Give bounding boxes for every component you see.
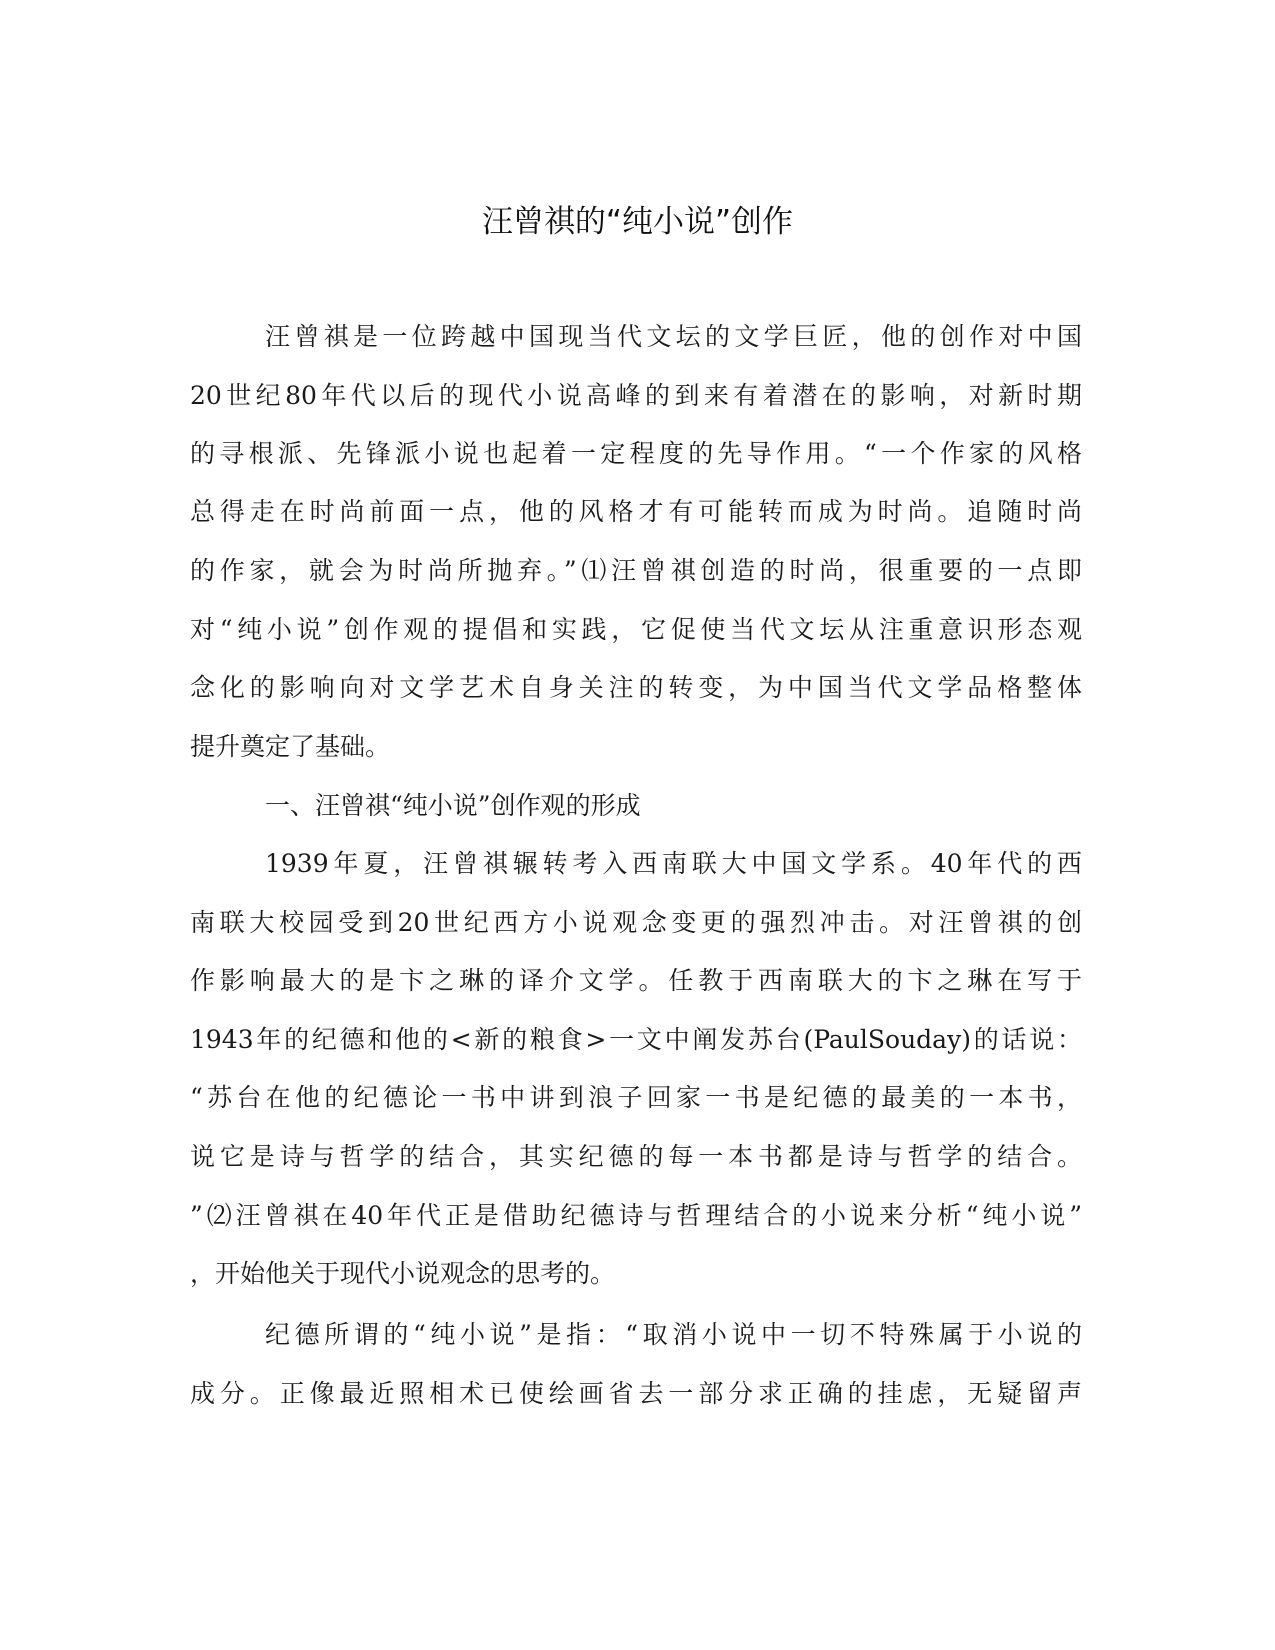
paragraph-line: 的作家，就会为时尚所抛弃。”⑴汪曾祺创造的时尚，很重要的一点即 <box>190 556 1082 585</box>
paragraph-line: 说它是诗与哲学的结合，其实纪德的每一本书都是诗与哲学的结合。 <box>190 1142 1082 1171</box>
paragraph-line: 汪曾祺是一位跨越中国现当代文坛的文学巨匠，他的创作对中国 <box>265 322 1082 351</box>
paragraph-line: 南联大校园受到20世纪西方小说观念变更的强烈冲击。对汪曾祺的创 <box>190 908 1082 937</box>
paragraph-line: ”⑵汪曾祺在40年代正是借助纪德诗与哲理结合的小说来分析“纯小说” <box>190 1201 1082 1230</box>
paragraph-line: 20世纪80年代以后的现代小说高峰的到来有着潜在的影响，对新时期 <box>190 381 1082 410</box>
paragraph-line: 提升奠定了基础。 <box>190 732 391 761</box>
paragraph-line: 总得走在时尚前面一点，他的风格才有可能转而成为时尚。追随时尚 <box>190 497 1082 526</box>
paragraph-line: 念化的影响向对文学艺术自身关注的转变，为中国当代文学品格整体 <box>190 673 1082 702</box>
paragraph-line: 对“纯小说”创作观的提倡和实践，它促使当代文坛从注重意识形态观 <box>190 615 1082 644</box>
paragraph-line: 成分。正像最近照相术已使绘画省去一部分求正确的挂虑，无疑留声 <box>190 1379 1082 1408</box>
document-title: 汪曾祺的“纯小说”创作 <box>481 204 794 240</box>
paragraph-line: 作影响最大的是卞之琳的译介文学。任教于西南联大的卞之琳在写于 <box>190 966 1082 995</box>
paragraph-line: 1943年的纪德和他的<新的粮食>一文中阐发苏台(PaulSouday)的话说： <box>190 1025 1082 1054</box>
paragraph-line: “苏台在他的纪德论一书中讲到浪子回家一书是纪德的最美的一本书， <box>190 1083 1082 1112</box>
section-heading: 一、汪曾祺“纯小说”创作观的形成 <box>265 791 641 820</box>
paragraph-line: 的寻根派、先锋派小说也起着一定程度的先导作用。“一个作家的风格 <box>190 439 1082 468</box>
paragraph-line: 纪德所谓的“纯小说”是指：“取消小说中一切不特殊属于小说的 <box>265 1320 1082 1349</box>
paragraph-line: 1939年夏，汪曾祺辗转考入西南联大中国文学系。40年代的西 <box>265 849 1082 878</box>
paragraph-line: ，开始他关于现代小说观念的思考的。 <box>190 1259 616 1288</box>
